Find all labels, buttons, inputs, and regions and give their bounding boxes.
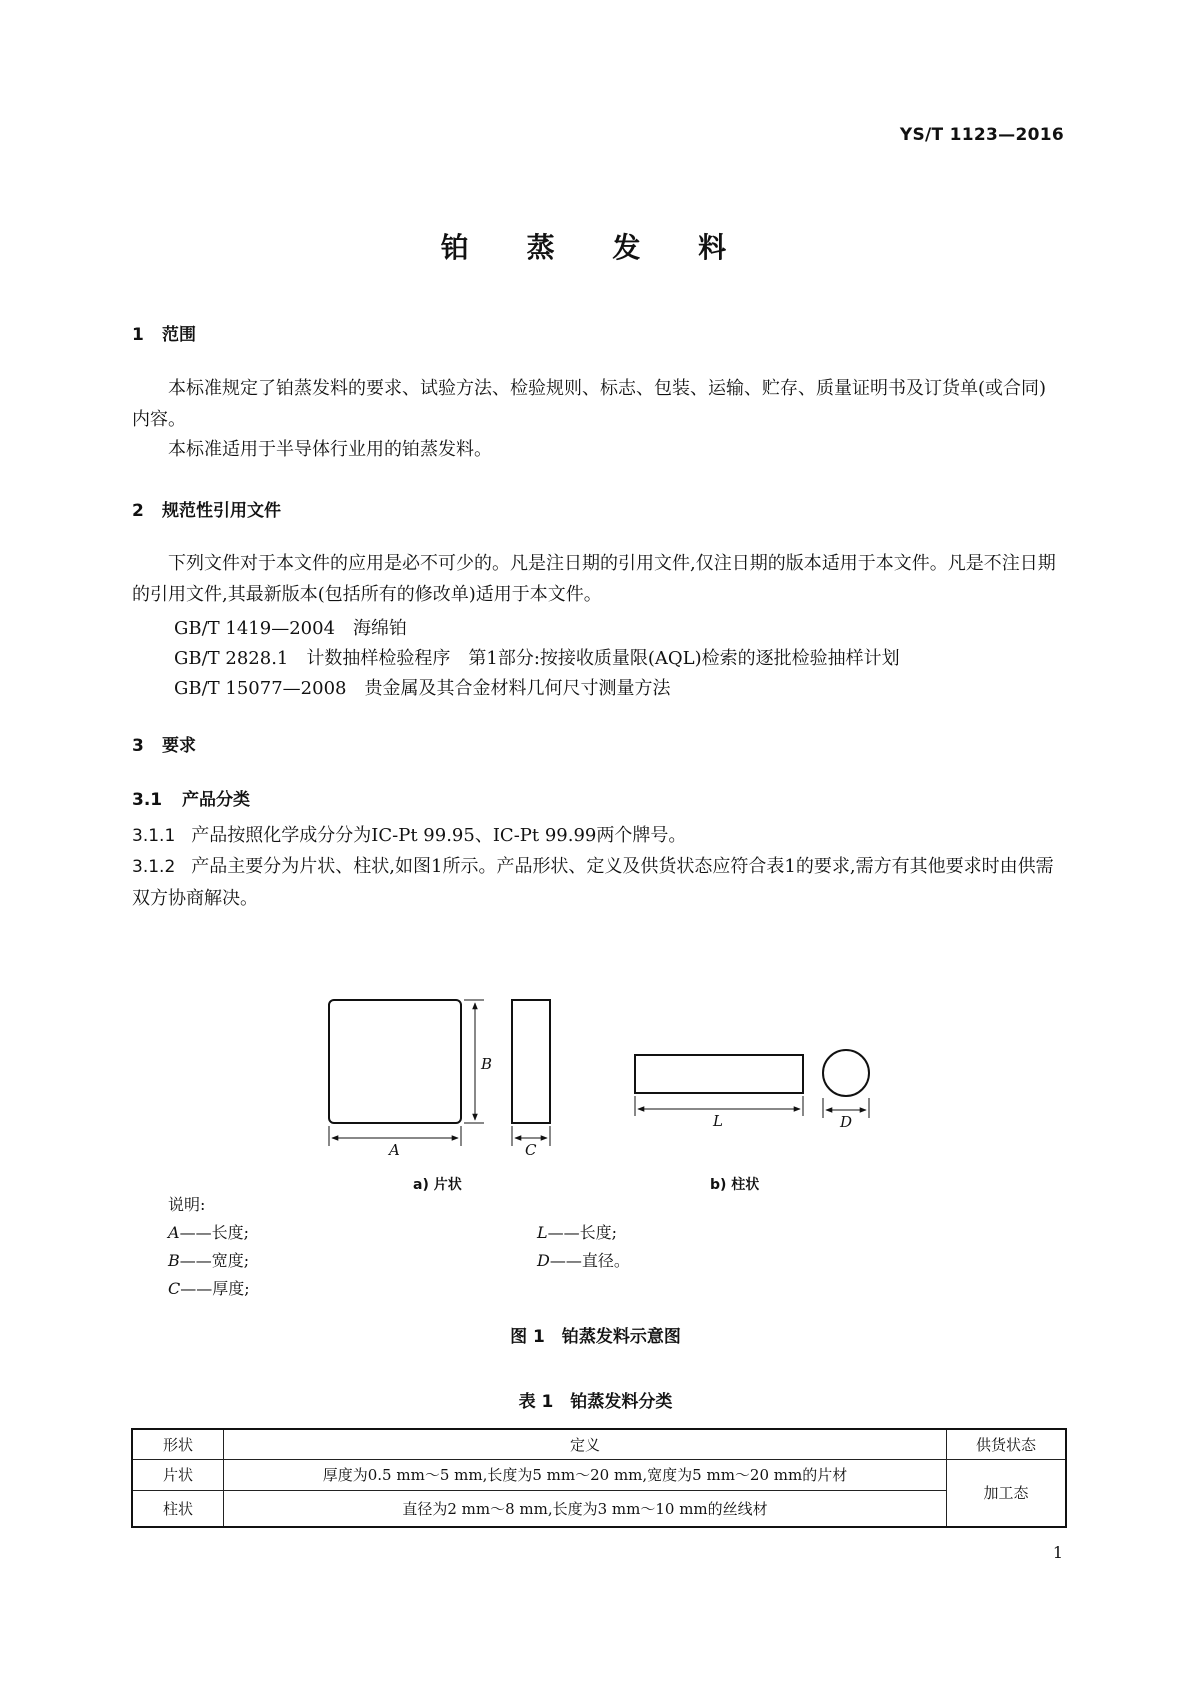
sheet-front-face <box>329 1000 461 1123</box>
cell-definition: 直径为2 mm～8 mm,长度为3 mm～10 mm的丝线材 <box>224 1490 947 1527</box>
section-number: 3 <box>132 736 144 756</box>
header-shape: 形状 <box>132 1429 224 1459</box>
section-number: 3.1 <box>132 790 163 810</box>
rod-end-view <box>823 1050 869 1096</box>
section-title: 规范性引用文件 <box>162 501 281 521</box>
paragraph-text: 下列文件对于本文件的应用是必不可少的。凡是注日期的引用文件,仅注日期的版本适用于本文件。凡是不注日期的引用文件,其最新版本(包括所有的修改单)适用于本文件。 <box>132 553 1056 605</box>
header-definition: 定义 <box>224 1429 947 1459</box>
reference-1: GB/T 1419—2004 海绵铂 <box>174 618 408 639</box>
reference-2: GB/T 2828.1 计数抽样检验程序 第1部分:按接收质量限(AQL)检索的逐批检验抽样计划 <box>174 648 900 669</box>
legend-item-d: D——直径。 <box>537 1251 630 1270</box>
classification-table <box>131 1428 1067 1528</box>
legend-item-l: L——长度; <box>537 1223 618 1242</box>
figure-caption: 图 1 铂蒸发料示意图 <box>510 1327 681 1347</box>
subfigure-b-caption: b) 柱状 <box>710 1177 760 1193</box>
legend-item-b: B——宽度; <box>168 1251 250 1270</box>
label-d: D <box>840 1113 853 1131</box>
cell-definition: 厚度为0.5 mm～5 mm,长度为5 mm～20 mm,宽度为5 mm～20 mm的片材 <box>224 1459 947 1490</box>
table-caption: 表 1 铂蒸发料分类 <box>518 1392 673 1412</box>
clause-text: 产品主要分为片状、柱状,如图1所示。产品形状、定义及供货状态应符合表1的要求,需方有其他要求时由供需双方协商解决。 <box>132 856 1054 909</box>
legend-item-a: A——长度; <box>168 1223 249 1242</box>
document-title: 铂 蒸 发 料 <box>440 231 751 264</box>
table-row <box>132 1490 1066 1527</box>
subfigure-a-caption: a) 片状 <box>413 1177 462 1193</box>
clause-number: 3.1.2 <box>132 857 176 877</box>
legend-title: 说明: <box>168 1195 206 1214</box>
section-title: 产品分类 <box>182 790 250 810</box>
label-b: B <box>481 1055 493 1073</box>
label-a: A <box>389 1141 400 1159</box>
section-number: 2 <box>132 501 144 521</box>
paragraph-text: 本标准适用于半导体行业用的铂蒸发料。 <box>168 439 492 460</box>
legend-item-c: C——厚度; <box>168 1279 250 1298</box>
clause-text: 产品按照化学成分分为IC-Pt 99.95、IC-Pt 99.99两个牌号。 <box>191 825 687 846</box>
sheet-side-face <box>512 1000 550 1123</box>
cell-shape: 片状 <box>132 1459 224 1490</box>
header-supply-state: 供货状态 <box>947 1429 1067 1459</box>
section-title: 要求 <box>162 736 196 756</box>
paragraph-text: 本标准规定了铂蒸发料的要求、试验方法、检验规则、标志、包装、运输、贮存、质量证明书及订货单(或合同)内容。 <box>132 378 1047 430</box>
section-number: 1 <box>132 325 144 345</box>
page-number: 1 <box>1052 1543 1063 1562</box>
reference-3: GB/T 15077—2008 贵金属及其合金材料几何尺寸测量方法 <box>174 678 671 699</box>
label-l: L <box>713 1112 723 1130</box>
table-row <box>132 1459 1066 1490</box>
cell-supply-state: 加工态 <box>947 1459 1067 1527</box>
table-header-row <box>132 1429 1066 1459</box>
rod-side-view <box>635 1055 803 1093</box>
section-title: 范围 <box>162 325 196 345</box>
standard-code: YS/T 1123—2016 <box>899 125 1064 145</box>
clause-number: 3.1.1 <box>132 826 176 846</box>
label-c: C <box>525 1141 537 1159</box>
cell-shape: 柱状 <box>132 1490 224 1527</box>
